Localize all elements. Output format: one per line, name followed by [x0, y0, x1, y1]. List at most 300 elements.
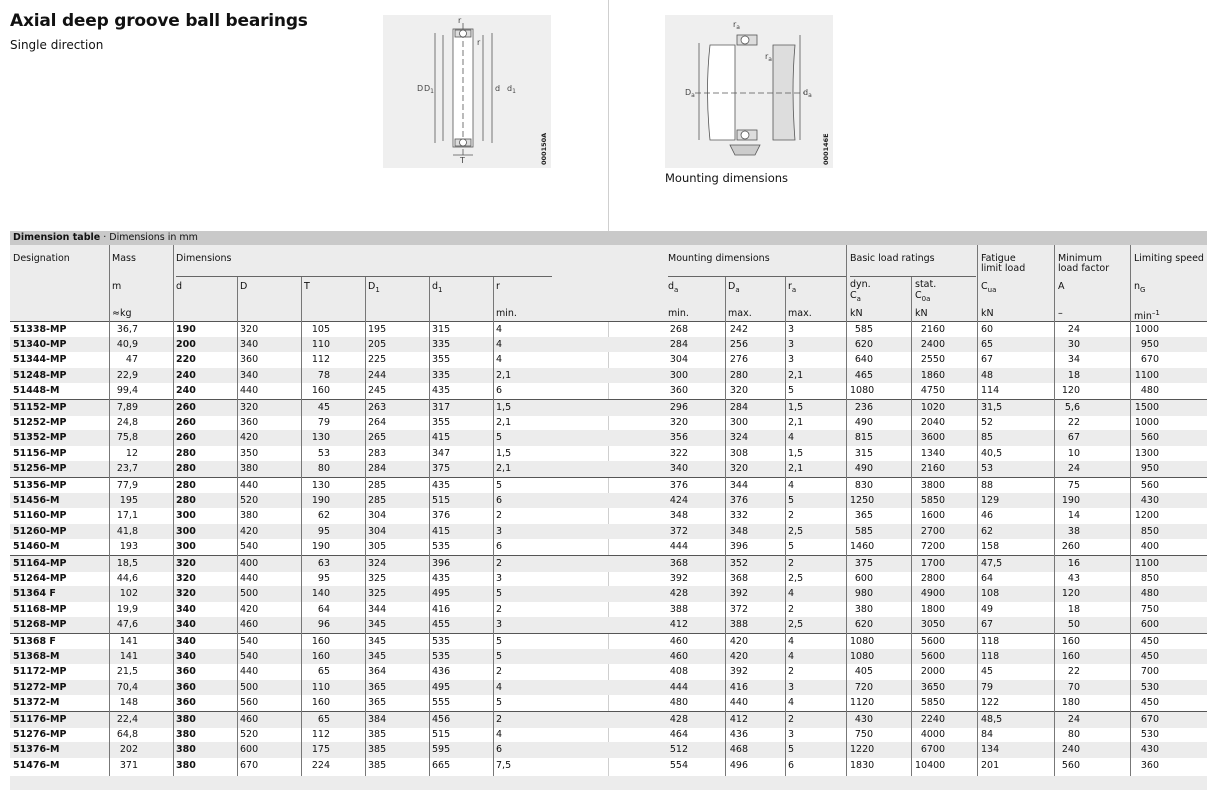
table-row	[10, 633, 1207, 650]
table-row	[10, 680, 1207, 696]
cell-d: 340	[176, 650, 196, 662]
cell-da: 268	[669, 324, 688, 335]
cell-Cua: 84	[981, 728, 994, 740]
cell-nG: 670	[1140, 354, 1159, 366]
cell-ra: 3	[788, 338, 795, 350]
cell-D: 440	[240, 385, 259, 397]
sym-C0a-base: C	[915, 290, 922, 301]
cell-r: 3	[496, 572, 503, 584]
unit-stat: kN	[915, 308, 928, 319]
col-dimensions: Dimensions	[176, 253, 232, 264]
cell-ra: 2,5	[788, 525, 804, 537]
cell-designation: 51476-M	[13, 759, 60, 771]
cell-r: 2,1	[496, 369, 512, 381]
cell-Da: 388	[729, 619, 748, 631]
cell-C0a: 10400	[915, 759, 946, 771]
cell-d1: 347	[432, 447, 451, 459]
cell-designation: 51176-MP	[13, 714, 67, 725]
cell-Da: 420	[729, 650, 748, 662]
cell-C0a: 4900	[920, 588, 945, 600]
cell-da: 424	[669, 494, 688, 506]
cell-d1: 515	[432, 728, 451, 740]
cell-r: 2	[496, 666, 503, 678]
cell-D: 320	[240, 324, 259, 335]
cell-Da: 396	[729, 541, 748, 553]
cell-ra: 4	[788, 636, 795, 647]
cell-T: 112	[311, 728, 330, 740]
cell-D: 600	[240, 744, 259, 756]
cell-Cua: 108	[981, 588, 1000, 600]
table-row	[10, 742, 1207, 758]
cell-designation: 51256-MP	[13, 463, 67, 475]
cell-D: 440	[240, 572, 259, 584]
sym-da-sub: a	[674, 285, 679, 294]
label-da-sub: a	[808, 92, 812, 99]
label-ra-right-sub: a	[768, 56, 772, 63]
sym-Ca-base: C	[850, 290, 857, 301]
cell-mass: 7,89	[116, 402, 138, 413]
cell-designation: 51364 F	[13, 588, 56, 600]
cell-Ca: 1220	[850, 744, 875, 756]
cell-Cua: 46	[981, 510, 994, 522]
cell-Cua: 45	[981, 666, 994, 678]
cell-da: 368	[669, 558, 688, 569]
cell-Cua: 48,5	[981, 714, 1003, 725]
cell-A: 120	[1061, 588, 1080, 600]
cell-T: 64	[317, 603, 330, 615]
cell-T: 160	[311, 385, 330, 397]
cell-D: 460	[240, 714, 259, 725]
cell-d1: 456	[432, 714, 451, 725]
cell-D1: 345	[368, 650, 387, 662]
cell-mass: 17,1	[116, 510, 138, 522]
cell-designation: 51344-MP	[13, 354, 67, 366]
cell-d1: 535	[432, 650, 451, 662]
cell-A: 160	[1061, 636, 1080, 647]
cell-d1: 665	[432, 759, 451, 771]
cell-nG: 530	[1140, 728, 1159, 740]
cell-da: 408	[669, 666, 688, 678]
figure1-code: 000150A	[540, 132, 548, 165]
cell-ra: 2	[788, 603, 795, 615]
cell-designation: 51372-M	[13, 697, 60, 709]
table-row	[10, 617, 1207, 633]
cell-d1: 595	[432, 744, 451, 756]
cell-Cua: 122	[981, 697, 1000, 709]
cell-mass: 24,8	[116, 416, 138, 428]
rule-Da	[725, 277, 726, 776]
cell-r: 4	[496, 354, 503, 366]
cell-ra: 5	[788, 744, 795, 756]
cell-D1: 365	[368, 681, 387, 693]
unit-fatigue: kN	[981, 308, 994, 319]
rule-stat	[911, 277, 912, 776]
cell-d1: 555	[432, 697, 451, 709]
cell-Da: 344	[729, 480, 748, 491]
table-row	[10, 539, 1207, 555]
cell-Da: 392	[729, 666, 748, 678]
cell-D: 340	[240, 369, 259, 381]
cell-Ca: 815	[854, 432, 873, 444]
cell-nG: 1200	[1134, 510, 1159, 522]
cell-nG: 430	[1140, 744, 1159, 756]
cell-ra: 5	[788, 494, 795, 506]
cell-D: 520	[240, 494, 259, 506]
cell-C0a: 7200	[920, 541, 945, 553]
label-d1: $d_1$	[507, 84, 516, 95]
cell-A: 10	[1067, 447, 1080, 459]
unit-dyn: kN	[850, 308, 863, 319]
cell-Ca: 585	[854, 525, 873, 537]
cell-mass: 41,8	[116, 525, 138, 537]
table-row	[10, 664, 1207, 680]
cell-nG: 850	[1140, 572, 1159, 584]
table-row	[10, 586, 1207, 602]
cell-A: 80	[1067, 728, 1080, 740]
cell-T: 224	[311, 759, 330, 771]
cell-A: 67	[1067, 432, 1080, 444]
cell-Ca: 750	[854, 728, 873, 740]
cell-nG: 1100	[1134, 369, 1159, 381]
sym-m: m	[112, 281, 122, 292]
cell-designation: 51248-MP	[13, 369, 67, 381]
cell-ra: 3	[788, 324, 795, 335]
sym-D1-sub: 1	[375, 285, 380, 294]
cell-Da: 276	[729, 354, 748, 366]
cell-d1: 435	[432, 385, 451, 397]
cell-C0a: 1020	[920, 402, 945, 413]
sym-Cua-base: C	[981, 281, 988, 292]
bearing-section-figure	[383, 15, 551, 168]
cell-Da: 436	[729, 728, 748, 740]
cell-C0a: 2240	[920, 714, 945, 725]
table-subtitle: Dimensions in mm	[109, 232, 198, 243]
cell-Da: 348	[729, 525, 748, 537]
unit-mass: ≈kg	[112, 308, 132, 319]
col-designation: Designation	[13, 253, 70, 264]
cell-da: 356	[669, 432, 688, 444]
cell-D: 440	[240, 666, 259, 678]
cell-designation: 51156-MP	[13, 447, 67, 459]
cell-D1: 365	[368, 697, 387, 709]
cell-C0a: 1340	[920, 447, 945, 459]
load-rule	[850, 276, 976, 277]
cell-Ca: 620	[854, 619, 873, 631]
cell-Ca: 1460	[850, 541, 875, 553]
figure2-code: 000146E	[822, 133, 830, 165]
sym-Ca	[850, 290, 861, 305]
cell-ra: 2	[788, 714, 795, 725]
table-title: Dimension table	[13, 232, 101, 243]
cell-A: 120	[1061, 385, 1080, 397]
cell-r: 6	[496, 541, 503, 553]
cell-D: 540	[240, 636, 259, 647]
cell-Cua: 53	[981, 463, 994, 475]
cell-nG: 1000	[1134, 416, 1159, 428]
rule-ra	[785, 277, 786, 776]
cell-C0a: 5600	[920, 650, 945, 662]
cell-T: 160	[311, 650, 330, 662]
cell-mass: 70,4	[116, 681, 138, 693]
cell-mass: 12	[125, 447, 138, 459]
cell-Ca: 1080	[850, 650, 875, 662]
cell-r: 6	[496, 744, 503, 756]
cell-T: 105	[311, 324, 330, 335]
cell-designation: 51276-MP	[13, 728, 67, 740]
cell-nG: 480	[1140, 588, 1159, 600]
cell-D: 340	[240, 338, 259, 350]
cell-d1: 535	[432, 541, 451, 553]
cell-ra: 5	[788, 541, 795, 553]
cell-ra: 3	[788, 681, 795, 693]
cell-D1: 364	[368, 666, 387, 678]
cell-designation: 51368 F	[13, 636, 56, 647]
cell-mass: 99,4	[116, 385, 138, 397]
cell-da: 392	[669, 572, 688, 584]
cell-designation: 51272-MP	[13, 681, 67, 693]
cell-A: 5,6	[1064, 402, 1080, 413]
label-D1-sub: 1	[430, 88, 434, 95]
cell-r: 3	[496, 525, 503, 537]
cell-ra: 1,5	[788, 402, 804, 413]
cell-D1: 325	[368, 572, 387, 584]
cell-C0a: 6700	[920, 744, 945, 756]
cell-D1: 265	[368, 432, 387, 444]
cell-A: 75	[1067, 480, 1080, 491]
cell-Cua: 134	[981, 744, 1000, 756]
cell-d1: 415	[432, 525, 451, 537]
cell-T: 65	[317, 666, 330, 678]
cell-d1: 436	[432, 666, 451, 678]
sym-ra	[788, 281, 796, 296]
cell-Ca: 1080	[850, 385, 875, 397]
cell-Da: 320	[729, 385, 748, 397]
cell-designation: 51340-MP	[13, 338, 67, 350]
cell-Ca: 365	[854, 510, 873, 522]
cell-r: 5	[496, 588, 503, 600]
cell-Ca: 315	[854, 447, 873, 459]
col-mass: Mass	[112, 253, 136, 264]
cell-D1: 244	[368, 369, 387, 381]
cell-d: 200	[176, 338, 196, 350]
cell-C0a: 2160	[920, 463, 945, 475]
cell-d1: 515	[432, 494, 451, 506]
table-row	[10, 430, 1207, 446]
cell-nG: 1300	[1134, 447, 1159, 459]
cell-d: 360	[176, 697, 196, 709]
sym-Cua	[981, 281, 996, 296]
cell-D1: 285	[368, 480, 387, 491]
sym-T: T	[304, 281, 310, 292]
label-r-right: r	[477, 38, 481, 47]
cell-nG: 700	[1140, 666, 1159, 678]
cell-d: 300	[176, 510, 196, 522]
cell-Cua: 158	[981, 541, 1000, 553]
rule-mass	[109, 245, 110, 776]
cell-d: 280	[176, 494, 196, 506]
cell-D1: 264	[368, 416, 387, 428]
sym-D: D	[240, 281, 248, 292]
cell-Da: 242	[729, 324, 748, 335]
table-foot-band	[10, 776, 1207, 790]
col-fatigue-1: Fatigue	[981, 253, 1016, 264]
sym-d1-base: d	[432, 281, 439, 292]
sym-Da	[728, 281, 740, 296]
table-row	[10, 508, 1207, 524]
cell-designation: 51252-MP	[13, 416, 67, 428]
cell-A: 180	[1061, 697, 1080, 709]
cell-D1: 263	[368, 402, 387, 413]
cell-A: 43	[1067, 572, 1080, 584]
cell-designation: 51460-M	[13, 541, 60, 553]
unit-ra: max.	[788, 308, 812, 319]
cell-nG: 480	[1140, 385, 1159, 397]
cell-d1: 455	[432, 619, 451, 631]
cell-mass: 22,9	[116, 369, 138, 381]
cell-mass: 77,9	[116, 480, 138, 491]
cell-T: 140	[311, 588, 330, 600]
cell-C0a: 2700	[920, 525, 945, 537]
cell-mass: 40,9	[116, 338, 138, 350]
cell-Cua: 201	[981, 759, 1000, 771]
cell-mass: 64,8	[116, 728, 138, 740]
cell-T: 160	[311, 697, 330, 709]
cell-r: 3	[496, 619, 503, 631]
cell-designation: 51268-MP	[13, 619, 67, 631]
cell-Cua: 67	[981, 354, 994, 366]
table-row	[10, 446, 1207, 462]
label-r-top: r	[458, 16, 462, 25]
cell-T: 78	[317, 369, 330, 381]
cell-d1: 355	[432, 416, 451, 428]
unit-speed-sup: –1	[1151, 309, 1160, 317]
cell-ra: 4	[788, 697, 795, 709]
table-row	[10, 477, 1207, 494]
table-row	[10, 711, 1207, 728]
cell-A: 24	[1067, 324, 1080, 335]
cell-d: 260	[176, 416, 196, 428]
cell-Ca: 490	[854, 416, 873, 428]
cell-d1: 315	[432, 324, 451, 335]
cell-Ca: 465	[854, 369, 873, 381]
cell-da: 348	[669, 510, 688, 522]
bearing-section-drawing	[383, 15, 551, 168]
cell-Cua: 64	[981, 572, 994, 584]
cell-A: 24	[1067, 463, 1080, 475]
label-Da: $D_a$	[685, 88, 695, 99]
cell-D: 520	[240, 728, 259, 740]
cell-C0a: 4000	[920, 728, 945, 740]
cell-D1: 385	[368, 728, 387, 740]
cell-D: 500	[240, 681, 259, 693]
cell-da: 300	[669, 369, 688, 381]
cell-D: 420	[240, 603, 259, 615]
cell-d: 280	[176, 463, 196, 475]
cell-nG: 560	[1140, 432, 1159, 444]
cell-Da: 468	[729, 744, 748, 756]
cell-Da: 496	[729, 759, 748, 771]
cell-d: 260	[176, 402, 196, 413]
cell-da: 412	[669, 619, 688, 631]
cell-r: 5	[496, 650, 503, 662]
cell-r: 4	[496, 728, 503, 740]
cell-designation: 51338-MP	[13, 324, 67, 335]
cell-mass: 141	[119, 650, 138, 662]
cell-D: 320	[240, 402, 259, 413]
cell-T: 95	[317, 572, 330, 584]
cell-C0a: 1700	[920, 558, 945, 569]
table-row	[10, 524, 1207, 540]
cell-da: 320	[669, 416, 688, 428]
cell-D: 350	[240, 447, 259, 459]
cell-Cua: 88	[981, 480, 994, 491]
cell-mass: 371	[119, 759, 138, 771]
cell-C0a: 3650	[920, 681, 945, 693]
cell-A: 14	[1067, 510, 1080, 522]
cell-r: 2,1	[496, 416, 512, 428]
cell-d1: 435	[432, 480, 451, 491]
cell-A: 190	[1061, 494, 1080, 506]
cell-d: 320	[176, 588, 196, 600]
cell-designation: 51168-MP	[13, 603, 67, 615]
cell-C0a: 3800	[920, 480, 945, 491]
cell-D: 670	[240, 759, 259, 771]
cell-Ca: 600	[854, 572, 873, 584]
table-row	[10, 368, 1207, 384]
table-row	[10, 758, 1207, 774]
cell-mass: 23,7	[116, 463, 138, 475]
cell-da: 296	[669, 402, 688, 413]
rule-d1	[429, 277, 430, 776]
label-d1-sub: 1	[512, 88, 516, 95]
cell-designation: 51376-M	[13, 744, 60, 756]
cell-d1: 317	[432, 402, 451, 413]
cell-nG: 560	[1140, 480, 1159, 491]
cell-r: 2	[496, 510, 503, 522]
cell-da: 444	[669, 681, 688, 693]
table-row	[10, 727, 1207, 743]
cell-nG: 450	[1140, 697, 1159, 709]
cell-C0a: 2000	[920, 666, 945, 678]
label-Da-sub: a	[691, 92, 695, 99]
cell-nG: 400	[1140, 541, 1159, 553]
cell-Ca: 585	[854, 324, 873, 335]
cell-D1: 285	[368, 494, 387, 506]
cell-T: 63	[317, 558, 330, 569]
cell-r: 4	[496, 324, 503, 335]
sym-D1-base: D	[368, 281, 376, 292]
cell-ra: 2,1	[788, 463, 804, 475]
cell-Cua: 79	[981, 681, 994, 693]
cell-r: 2	[496, 558, 503, 569]
cell-mass: 22,4	[116, 714, 138, 725]
cell-d1: 375	[432, 463, 451, 475]
cell-Da: 368	[729, 572, 748, 584]
cell-A: 30	[1067, 338, 1080, 350]
cell-T: 65	[317, 714, 330, 725]
cell-ra: 2,1	[788, 416, 804, 428]
cell-d1: 435	[432, 572, 451, 584]
cell-d: 380	[176, 759, 196, 771]
cell-designation: 51356-MP	[13, 480, 67, 491]
cell-Da: 412	[729, 714, 748, 725]
cell-Cua: 114	[981, 385, 1000, 397]
cell-D1: 245	[368, 385, 387, 397]
cell-ra: 2,1	[788, 369, 804, 381]
cell-C0a: 3600	[920, 432, 945, 444]
rule-D	[237, 277, 238, 776]
table-row	[10, 415, 1207, 431]
